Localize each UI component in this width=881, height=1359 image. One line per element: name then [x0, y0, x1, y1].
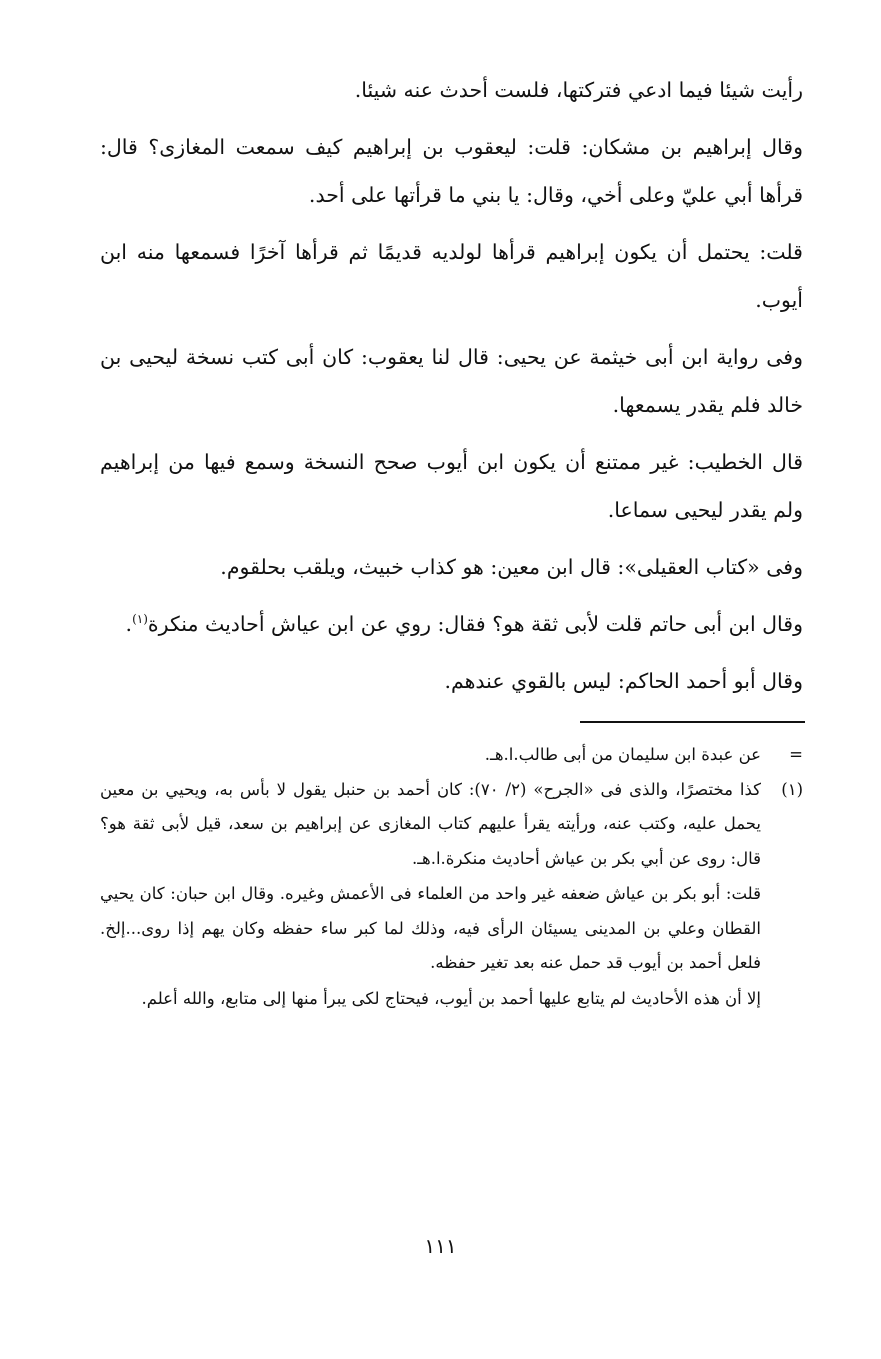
footnote-1	[100, 773, 803, 877]
footnote-1-paragraph-3: إلا أن هذه الأحاديث لم يتابع عليها أحمد بن أيوب، فيحتاج لكى يبرأ منها إلى متابع، والله أعلم.	[141, 988, 761, 1008]
paragraph-6: وفى «كتاب العقيلى»: قال ابن معين: هو كذاب خبيث، ويلقب بحلقوم.	[220, 555, 803, 579]
main-text	[100, 66, 803, 714]
paragraph-7-text: وقال ابن أبى حاتم قلت لأبى ثقة هو؟ فقال: روي عن ابن عياش أحاديث منكرة	[147, 612, 803, 636]
paragraph-7-end: .	[125, 612, 133, 636]
footnote-continuation	[100, 738, 803, 773]
paragraph-8: وقال أبو أحمد الحاكم: ليس بالقوي عندهم.	[444, 669, 803, 693]
paragraph-5: قال الخطيب: غير ممتنع أن يكون ابن أيوب صحح النسخة وسمع فيها من إبراهيم ولم يقدر ليحيى سماعا.	[100, 450, 803, 522]
footnote-1-paragraph-2: قلت: أبو بكر بن عياش ضعفه غير واحد من العلماء فى الأعمش وغيره. وقال ابن حبان: كان يحيي القطان وعلي بن المدينى يسيئان الرأى فيه، وذلك لما كبر ساء حفظه وكان يهم إذا روى...إلخ. فلعل أحمد بن أيوب قد حمل عنه بعد تغير حفظه.	[100, 884, 761, 972]
footnote-reference[interactable]: (١)	[132, 612, 148, 627]
footnote-1-marker: (١)	[781, 779, 803, 799]
paragraph-1: رأيت شيئا فيما ادعي فتركتها، فلست أحدث عنه شيئا.	[354, 78, 803, 102]
paragraph-3: قلت: يحتمل أن يكون إبراهيم قرأها لولديه قديمًا ثم قرأها آخرًا فسمعها منه ابن أيوب.	[100, 240, 803, 312]
continuation-text: عن عبدة ابن سليمان من أبى طالب.ا.هـ.	[484, 745, 761, 764]
footnote-1-text: كذا مختصرًا، والذى فى «الجرح» (٢/ ٧٠): كان أحمد بن حنبل يقول لا بأس به، ويحيي بن معين يحمل عليه، وكتب عنه، ورأيته يقرأ عليهم كتاب المغازى عن إبراهيم بن سعد، قيل لأبى ثقة هو؟ قال: روى عن أبي بكر بن عياش أحاديث منكرة.ا.هـ.	[100, 779, 761, 868]
continuation-marker: =	[789, 745, 803, 764]
paragraph-2: وقال إبراهيم بن مشكان: قلت: ليعقوب بن إبراهيم كيف سمعت المغازى؟ قال: قرأها أبي عليّ وعلى أخي، وقال: يا بني ما قرأتها على أحد.	[100, 135, 803, 207]
footnotes	[100, 738, 803, 1016]
footnote-separator	[580, 721, 805, 723]
paragraph-4: وفى رواية ابن أبى خيثمة عن يحيى: قال لنا يعقوب: كان أبى كتب نسخة ليحيى بن خالد فلم يقدر يسمعها.	[100, 345, 803, 417]
paragraph-7	[100, 600, 803, 648]
page-number: ١١١	[424, 1234, 457, 1258]
